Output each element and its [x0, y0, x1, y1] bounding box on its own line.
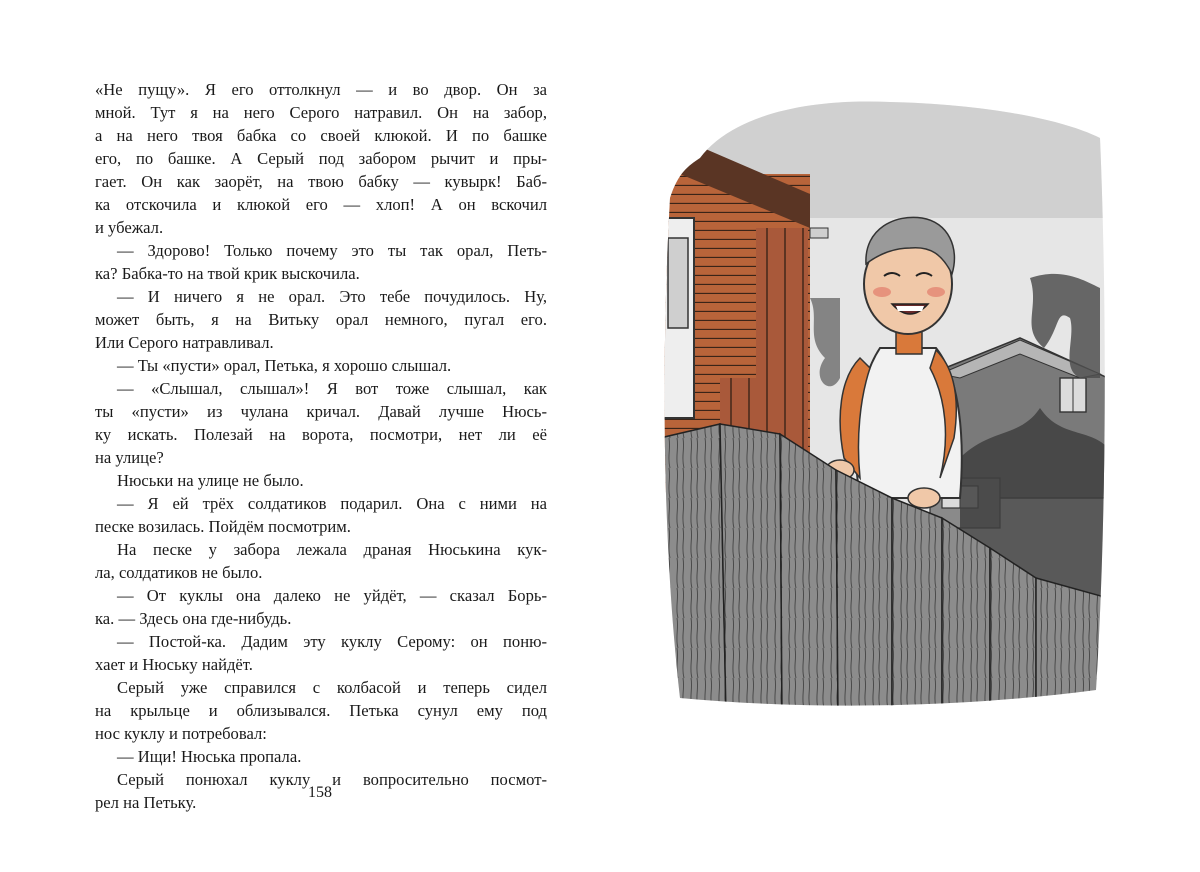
text-line: ка? Бабка-то на твой крик выскочила. [95, 264, 360, 283]
text-line: его, по башке. А Серый под забором рычит и пры- [95, 149, 547, 168]
text-line: ла, солдатиков не было. [95, 563, 263, 582]
text-line: — Я ей трёх солдатиков подарил. Она с ними на [117, 494, 547, 513]
text-line: на улице? [95, 448, 164, 467]
text-line: песке возилась. Пойдём посмотрим. [95, 517, 351, 536]
text-line: «Не пущу». Я его оттолкнул — и во двор. Он за [95, 80, 547, 99]
text-line: ка. — Здесь она где-нибудь. [95, 609, 292, 628]
text-line: — Ищи! Нюська пропала. [117, 747, 302, 766]
text-line: ку искать. Полезай на ворота, посмотри, нет ли её [95, 425, 547, 444]
text-line: Нюськи на улице не было. [117, 471, 304, 490]
text-line: на крыльце и облизывался. Петька сунул ему под [95, 701, 547, 720]
text-line: На песке у забора лежала драная Нюськина кук- [117, 540, 547, 559]
text-line: ка отскочила и клюкой его — хлоп! А он вскочил [95, 195, 547, 214]
text-line: — От куклы она далеко не уйдёт, — сказал Борь- [117, 586, 547, 605]
text-line: Серый понюхал куклу и вопросительно посмот- [117, 770, 547, 789]
text-line: — Ты «пусти» орал, Петька, я хорошо слышал. [117, 356, 452, 375]
text-line: — И ничего я не орал. Это тебе почудилось. Ну, [117, 287, 547, 306]
text-line: а на него твоя бабка со своей клюкой. И по башке [95, 126, 547, 145]
text-line: Или Серого натравливал. [95, 333, 274, 352]
text-line: нос куклу и потребовал: [95, 724, 267, 743]
text-line: мной. Тут я на него Серого натравил. Он на забор, [95, 103, 547, 122]
text-line: Серый уже справился с колбасой и теперь сидел [117, 678, 547, 697]
text-line: — «Слышал, слышал»! Я вот тоже слышал, как [117, 379, 547, 398]
illustration-boy-at-fence [660, 78, 1108, 714]
text-line: — Постой-ка. Дадим эту куклу Серому: он поню- [117, 632, 547, 651]
text-line: и убежал. [95, 218, 164, 237]
page-number: 158 [308, 784, 332, 801]
text-line: ты «пусти» из чулана кричал. Давай лучше Нюсь- [95, 402, 547, 421]
text-line: гает. Он как заорёт, на твою бабку — кувырк! Баб- [95, 172, 547, 191]
text-line: хает и Нюську найдёт. [95, 655, 253, 674]
text-line: может быть, я на Витьку орал немного, пугал его. [95, 310, 547, 329]
text-line: рел на Петьку. [95, 793, 197, 812]
text-line: — Здорово! Только почему это ты так орал, Петь- [117, 241, 547, 260]
book-text-column [95, 78, 547, 814]
